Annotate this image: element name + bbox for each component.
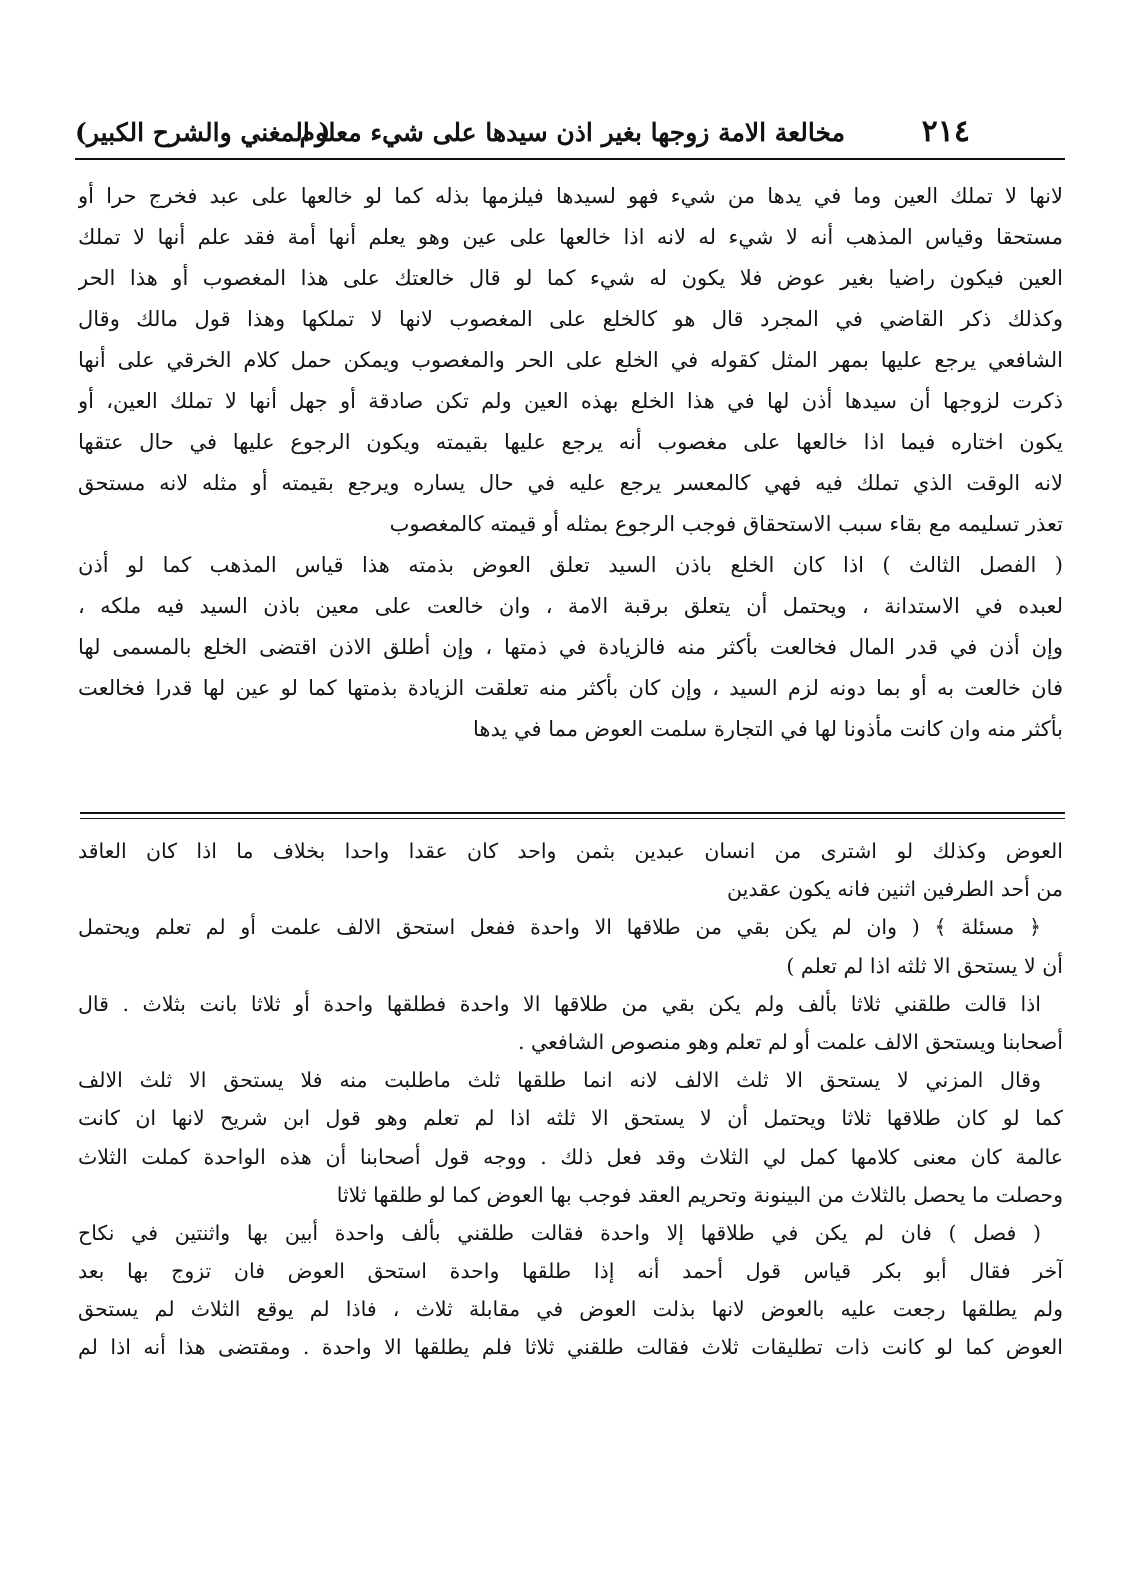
text-line: تعذر تسليمه مع بقاء سبب الاستحقاق فوجب الرجوع بمثله أو قيمته كالمغصوب [389,512,1063,536]
text-line: ولم يطلقها رجعت عليه بالعوض لانها بذلت العوض في مقابلة ثلاث ، فاذا لم يوقع الثلاث لم يستحق [78,1297,1063,1322]
text-line: عالمة كان معنى كلامها كمل لي الثلاث وقد فعل ذلك . ووجه قول أصحابنا أن هذه الواحدة كملت الثلاث [78,1144,1063,1169]
main-text [78,176,1063,750]
text-line: ( الفصل الثالث ) اذا كان الخلع باذن السيد تعلق العوض بذمته هذا قياس المذهب كما لو أذن [78,553,1063,577]
text-line: لانه الوقت الذي تملك فيه فهي كالمعسر يرجع عليه في حال يساره ويرجع بقيمته أو مثله لانه مستحق [78,471,1063,495]
page-number: ٢١٤ [921,114,970,149]
header-rule [75,158,1065,160]
text-line: العوض كما لو كانت ذات تطليقات ثلاث فقالت طلقني ثلاثا فلم يطلقها الا واحدة . ومقتضى هذا أنه اذا لم [78,1335,1063,1360]
page-header [75,112,1065,158]
running-head-book-title: ( المغني والشرح الكبير) [75,118,331,147]
text-line: وقال المزني لا يستحق الا ثلث الالف لانه انما طلقها ثلث ماطلبت منه فلا يستحق الا ثلث الالف [78,1068,1041,1093]
text-line: ﴿ مسئلة ﴾ ( وان لم يكن بقي من طلاقها الا واحدة ففعل استحق الالف علمت أو لم تعلم ويحتمل [78,915,1041,940]
text-line: لانها لا تملك العين وما في يدها من شيء فهو لسيدها فيلزمها بذله كما لو خالعها على عبد فخرج حرا أو [78,184,1063,208]
text-line: أن لا يستحق الا ثلثه اذا لم تعلم ) [786,953,1063,978]
text-line: بأكثر منه وان كانت مأذونا لها في التجارة سلمت العوض مما في يدها [472,717,1063,741]
text-line: فان خالعت به أو بما دونه لزم السيد ، وإن كان بأكثر منه تعلقت الزيادة بذمتها كما لو عين لها قدرا فخالعت [78,676,1063,700]
text-line: العين فيكون راضيا بغير عوض فلا يكون له شيء كما لو قال خالعتك على هذا المغصوب أو هذا الحر [78,266,1063,290]
commentary-text [78,832,1063,1367]
text-line: من أحد الطرفين اثنين فانه يكون عقدين [727,877,1063,902]
text-line: ذكرت لزوجها أن سيدها أذن لها في هذا الخلع بهذه العين ولم تكن صادقة أو جهل أنها لا تملك العين، أو [78,389,1063,413]
text-line: العوض وكذلك لو اشترى من انسان عبدين بثمن واحد كان عقدا واحدا بخلاف ما اذا كان العاقد [78,839,1063,863]
running-head-subject: مخالعة الامة زوجها بغير اذن سيدها على شيء معلوم [299,118,845,147]
text-line: كما لو كان طلاقها ثلاثا ويحتمل أن لا يستحق الا ثلثه اذا لم تعلم وهو قول ابن شريح لانها ان كانت [78,1106,1063,1131]
text-line: وكذلك ذكر القاضي في المجرد قال هو كالخلع على المغصوب لانها لا تملكها وهذا قول مالك وقال [78,307,1063,331]
text-line: أصحابنا ويستحق الالف علمت أو لم تعلم وهو منصوص الشافعي . [517,1029,1063,1054]
text-line: اذا قالت طلقني ثلاثا بألف ولم يكن بقي من طلاقها الا واحدة فطلقها واحدة أو ثلاثا بانت بثلاث . قال [78,991,1041,1016]
text-line: لعبده في الاستدانة ، ويحتمل أن يتعلق برقبة الامة ، وان خالعت على معين باذن السيد فيه ملكه ، [78,594,1063,618]
text-line: يكون اختاره فيما اذا خالعها على مغصوب أنه يرجع عليها بقيمته ويكون الرجوع عليها في حال عتقها [78,430,1063,454]
section-divider [80,812,1065,819]
text-line: مستحقا وقياس المذهب أنه لا شيء له لانه اذا خالعها على عين وهو يعلم أنها أمة فقد علم أنها لا تملك [78,225,1063,249]
text-line: وإن أذن في قدر المال فخالعت بأكثر منه فالزيادة في ذمتها ، وإن أطلق الاذن اقتضى الخلع بالمسمى لها [78,635,1063,659]
text-line: وحصلت ما يحصل بالثلاث من البينونة وتحريم العقد فوجب بها العوض كما لو طلقها ثلاثا [336,1182,1063,1207]
text-line: آخر فقال أبو بكر قياس قول أحمد أنه إذا طلقها واحدة استحق العوض فان تزوج بها بعد [78,1259,1063,1284]
text-line: ( فصل ) فان لم يكن في طلاقها إلا واحدة فقالت طلقني بألف واحدة أبين بها واثنتين في نكاح [78,1220,1041,1245]
text-line: الشافعي يرجع عليها بمهر المثل كقوله في الخلع على الحر والمغصوب ويمكن حمل كلام الخرقي على أنها [78,348,1063,372]
